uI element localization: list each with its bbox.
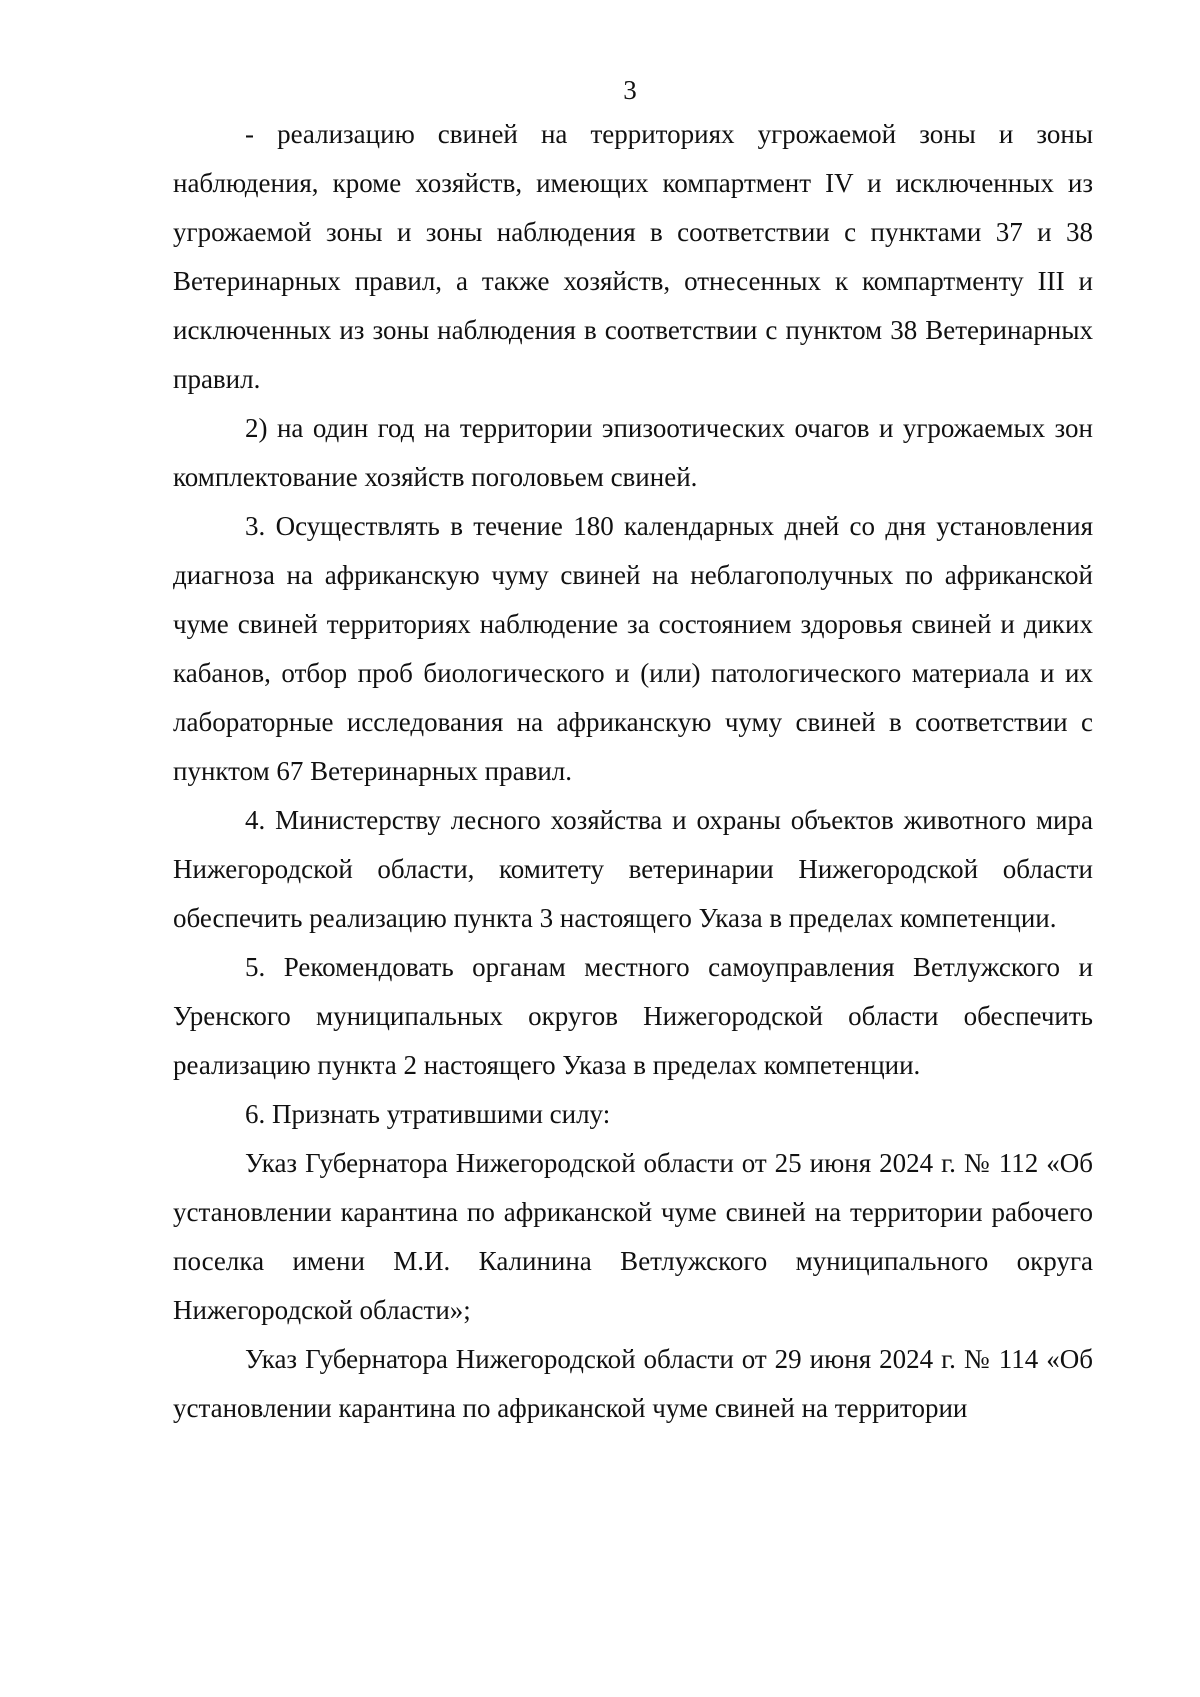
- paragraph-item-5-recommendation: 5. Рекомендовать органам местного самоуправления Ветлужского и Уренского муниципальных округов Нижегородской области обеспечить реализацию пункта 2 настоящего Указа в пределах компетенции.: [173, 952, 1093, 1080]
- paragraph-restocking-ban: 2) на один год на территории эпизоотических очагов и угрожаемых зон комплектование хозяйств поголовьем свиней.: [173, 413, 1093, 492]
- paragraph-item-3-monitoring: 3. Осуществлять в течение 180 календарных дней со дня установления диагноза на африканскую чуму свиней на неблагополучных по африканской чуме свиней территориях наблюдение за состоянием здоровья свиней и диких кабанов, отбор проб биологического и (или) патологического материала и их лабораторные исследования на африканскую чуму свиней в соответствии с пунктом 67 Ветеринарных правил.: [173, 511, 1093, 786]
- document-body: [173, 110, 1093, 1433]
- paragraph-item-6-repeal: 6. Признать утратившими силу:: [245, 1099, 611, 1129]
- page-number: 3: [623, 75, 637, 105]
- paragraph-decree-112: Указ Губернатора Нижегородской области от 25 июня 2024 г. № 112 «Об установлении карантина по африканской чуме свиней на территории рабочего поселка имени М.И. Калинина Ветлужского муниципального округа Нижегородской области»;: [173, 1148, 1093, 1325]
- paragraph-sale-of-pigs: - реализацию свиней на территориях угрожаемой зоны и зоны наблюдения, кроме хозяйств, имеющих компартмент IV и исключенных из угрожаемой зоны и зоны наблюдения в соответствии с пунктами 37 и 38 Ветеринарных правил, а также хозяйств, отнесенных к компартменту III и исключенных из зоны наблюдения в соответствии с пунктом 38 Ветеринарных правил.: [173, 119, 1093, 394]
- paragraph-decree-114: Указ Губернатора Нижегородской области от 29 июня 2024 г. № 114 «Об установлении карантина по африканской чуме свиней на территории: [173, 1344, 1093, 1423]
- paragraph-item-4-ministry: 4. Министерству лесного хозяйства и охраны объектов животного мира Нижегородской области, комитету ветеринарии Нижегородской области обеспечить реализацию пункта 3 настоящего Указа в пределах компетенции.: [173, 805, 1093, 933]
